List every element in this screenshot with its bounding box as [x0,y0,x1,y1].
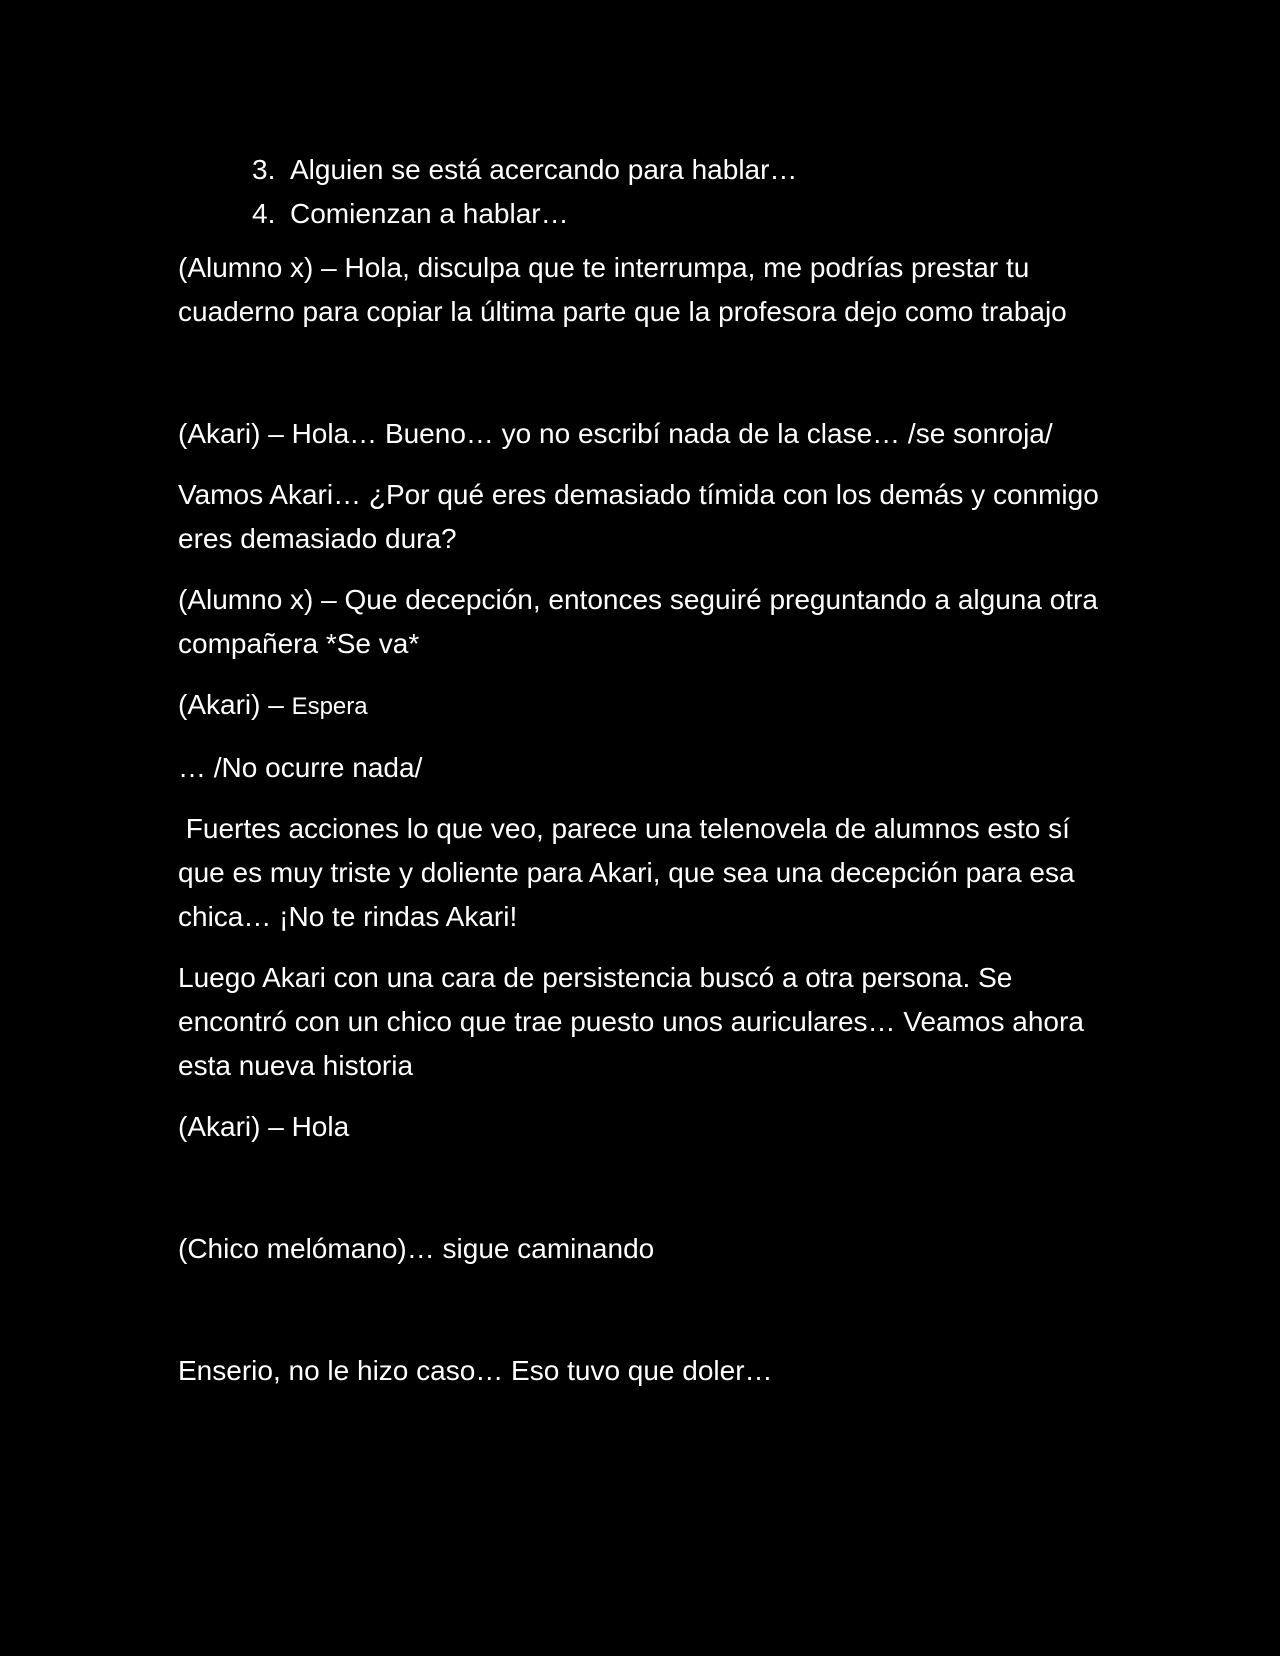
narration-paragraph: Enserio, no le hizo caso… Eso tuvo que doler… [178,1355,773,1386]
dialogue-text: Espera [291,693,368,720]
narration-paragraph: Vamos Akari… ¿Por qué eres demasiado tímida con los demás y conmigo eres demasiado dura? [178,479,1107,554]
paragraph-spacer [178,1288,1118,1349]
list-item [178,148,1118,192]
list-item-number: 3. [252,154,276,185]
list-item-number: 4. [252,198,276,229]
narration-paragraph: Fuertes acciones lo que veo, parece una telenovela de alumnos esto sí que es muy triste y doliente para Akari, que sea una decepción para esa chica… ¡No te rindas Akari! [178,813,1083,932]
dialogue-akari-wait [178,683,1118,729]
narration-paragraph: … /No ocurre nada/ [178,752,423,783]
numbered-list [178,148,1118,236]
paragraph-spacer [178,351,1118,412]
dialogue-alumno-leaves: (Alumno x) – Que decepción, entonces seguiré preguntando a alguna otra compañera *Se va* [178,584,1106,659]
paragraph-spacer [178,1166,1118,1227]
list-item-text: Alguien se está acercando para hablar… [290,154,798,185]
dialogue-alumno-request: (Alumno x) – Hola, disculpa que te interrumpa, me podrías prestar tu cuaderno para copiar la última parte que la profesora dejo como trabajo [178,252,1067,327]
list-item-text: Comienzan a hablar… [290,198,569,229]
dialogue-chico: (Chico melómano)… sigue caminando [178,1233,655,1264]
narration-paragraph: Luego Akari con una cara de persistencia buscó a otra persona. Se encontró con un chico que trae puesto unos auriculares… Veamos ahora esta nueva historia [178,962,1092,1081]
list-item [178,192,1118,236]
dialogue-akari-reply: (Akari) – Hola… Bueno… yo no escribí nada de la clase… /se sonroja/ [178,418,1053,449]
dialogue-akari-hello: (Akari) – Hola [178,1111,350,1142]
speaker-label: (Akari) – [178,689,292,720]
document-page [178,148,1118,1410]
